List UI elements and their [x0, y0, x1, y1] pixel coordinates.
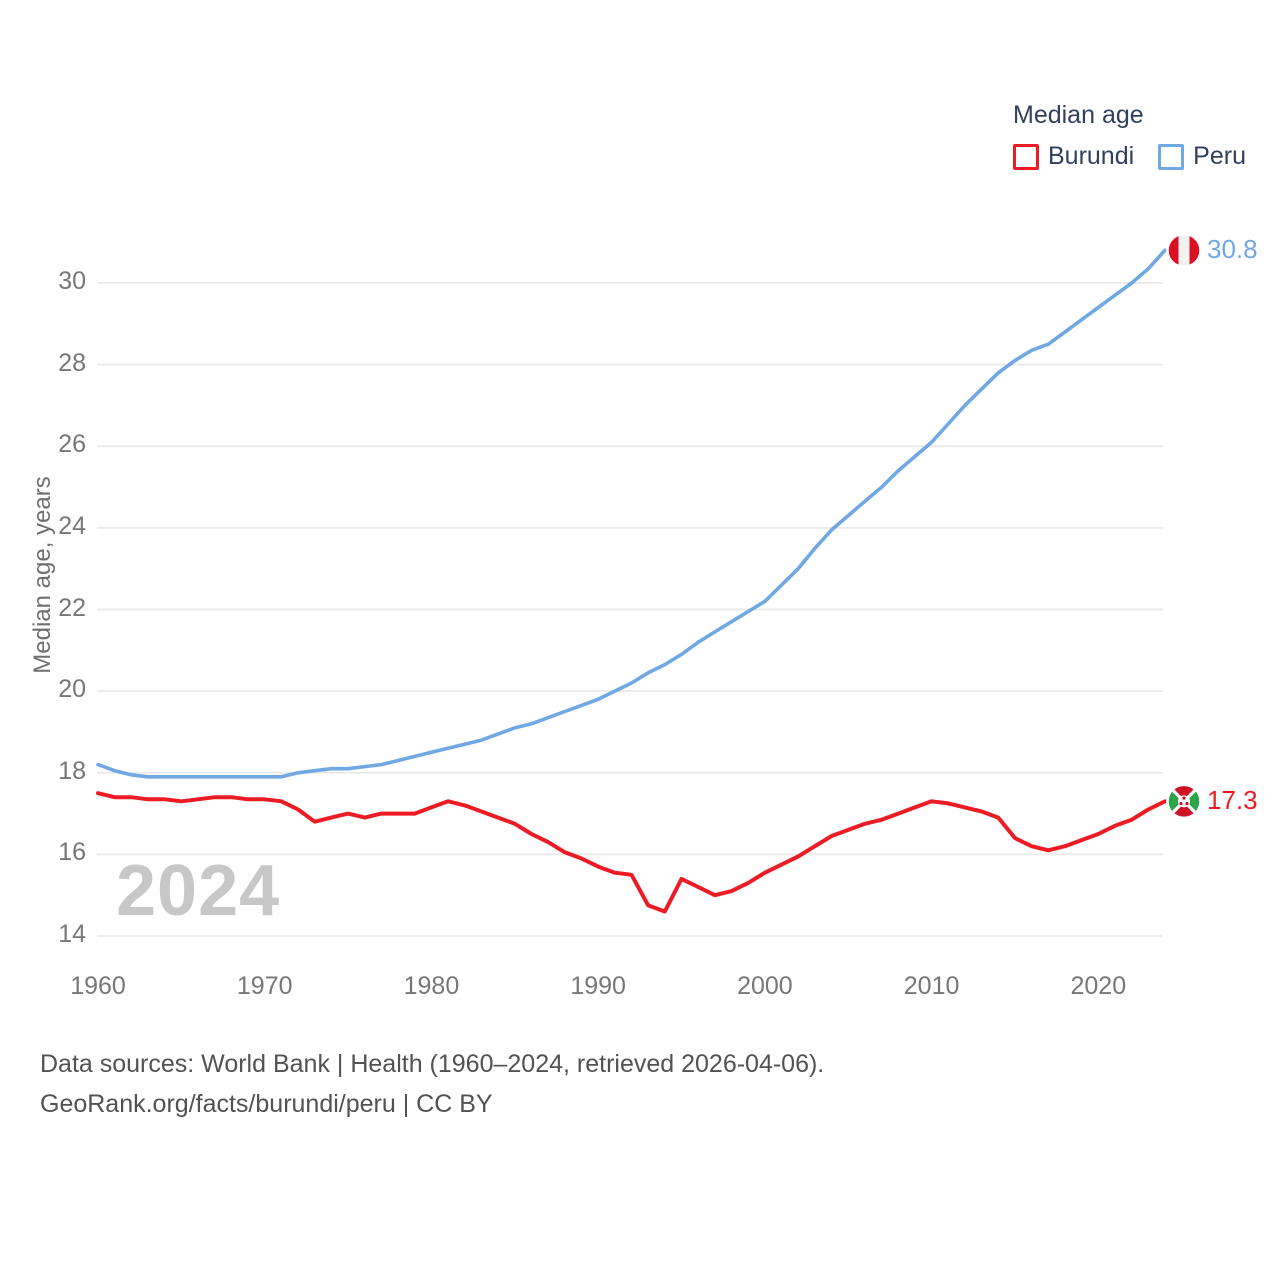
y-tick-14: 14 [58, 920, 86, 948]
peru-flag-icon [1168, 234, 1201, 267]
burundi-swatch-icon [1013, 144, 1039, 170]
y-tick-26: 26 [58, 430, 86, 459]
legend-item-burundi[interactable] [1013, 142, 1134, 171]
y-tick-18: 18 [58, 756, 86, 785]
y-tick-24: 24 [58, 511, 86, 540]
x-tick-2000: 2000 [737, 972, 793, 1000]
x-tick-1970: 1970 [236, 972, 293, 1000]
legend-title: Median age [1013, 101, 1144, 129]
legend-label: Peru [1193, 142, 1246, 170]
peru-line [98, 250, 1165, 777]
y-tick-20: 20 [58, 675, 86, 704]
legend-items [1013, 142, 1246, 171]
legend-item-peru[interactable] [1158, 142, 1246, 171]
peru-swatch-icon [1158, 144, 1184, 170]
x-tick-1990: 1990 [570, 972, 626, 1000]
x-tick-2010: 2010 [903, 972, 960, 1000]
x-tick-1980: 1980 [403, 972, 460, 1000]
burundi-flag-icon [1168, 785, 1201, 818]
y-tick-30: 30 [58, 267, 86, 295]
y-tick-28: 28 [58, 348, 86, 377]
y-axis-title: Median age, years [29, 476, 56, 674]
x-tick-1960: 1960 [70, 972, 126, 1000]
year-watermark: 2024 [116, 851, 281, 931]
y-tick-22: 22 [58, 593, 86, 622]
legend [1013, 101, 1246, 171]
burundi-end-value: 17.3 [1207, 785, 1258, 816]
y-tick-16: 16 [58, 838, 86, 867]
footer [40, 1044, 824, 1124]
x-tick-2020: 2020 [1070, 972, 1127, 1000]
legend-label: Burundi [1048, 142, 1135, 170]
peru-end-value: 30.8 [1207, 234, 1258, 265]
footer-sources: Data sources: World Bank | Health (1960–2024, retrieved 2026-04-06). [40, 1050, 825, 1078]
footer-link: GeoRank.org/facts/burundi/peru | CC BY [40, 1090, 493, 1118]
